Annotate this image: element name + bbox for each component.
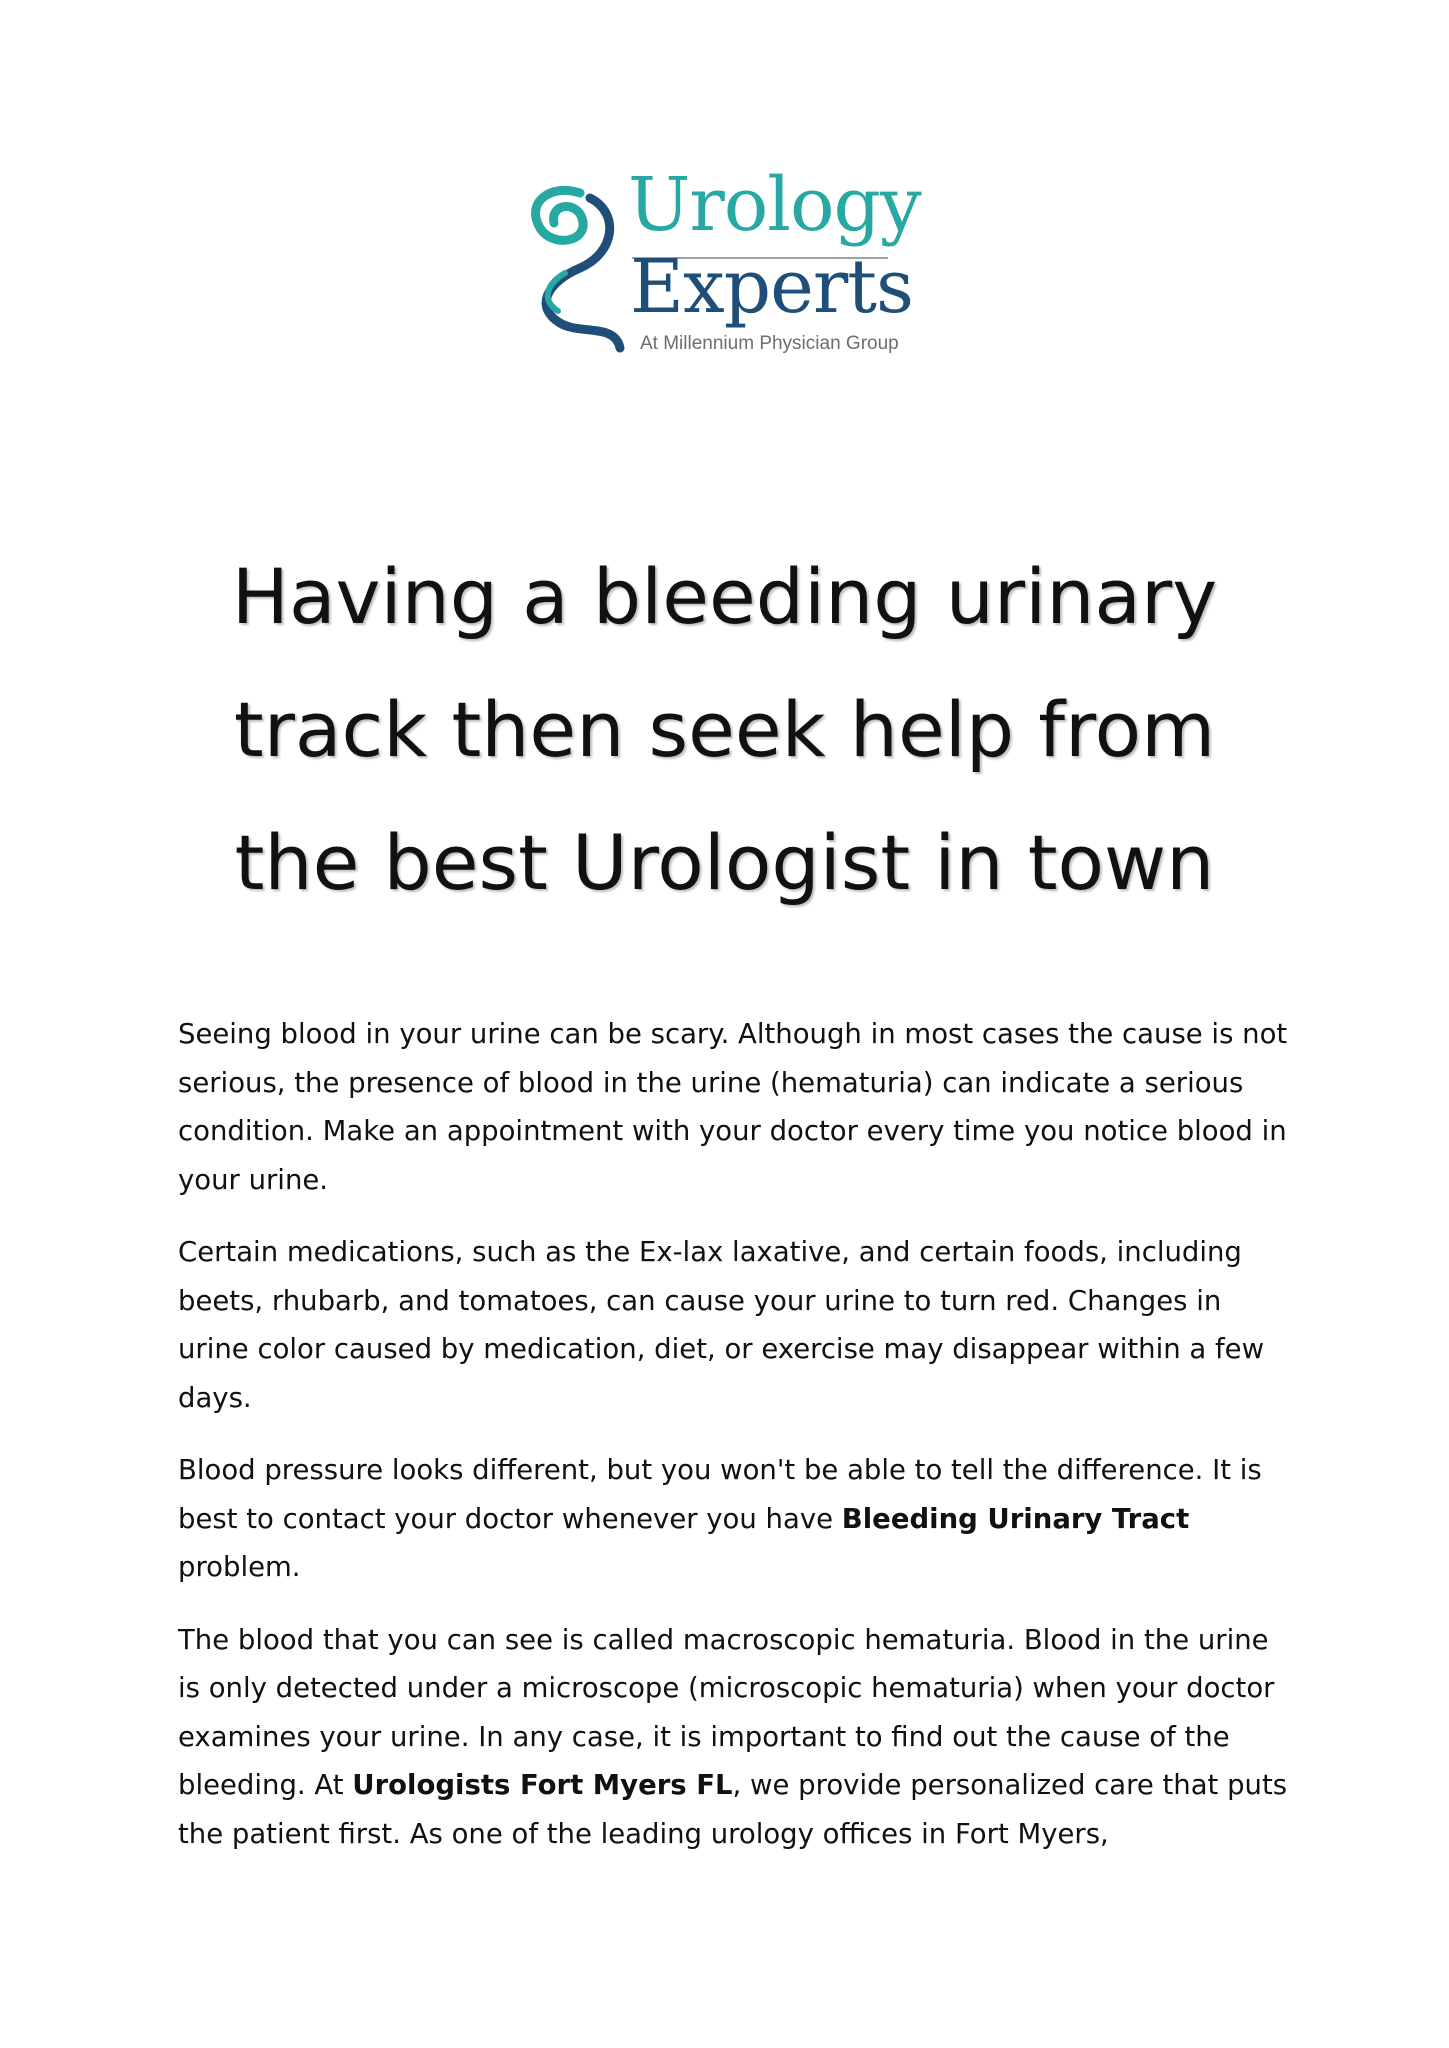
paragraph-4-text-a: The blood that you can see is called macroscopic hematuria. Blood in the urine is only detected under a microscope (microscopic hematuria) when your doctor examines your urine. In any case, it is important to find out the cause of the bleeding. At: [178, 1623, 1275, 1801]
logo-tagline: At Millennium Physician Group: [640, 333, 899, 354]
logo-swirl-icon: [520, 173, 630, 353]
paragraph-4-text-b: , we provide personalized care that puts the patient first. As one of the leading urology offices in Fort Myers,: [178, 1769, 1288, 1850]
article-body: [178, 1010, 1288, 1882]
keyword-bleeding-urinary-tract: Bleeding Urinary Tract: [841, 1502, 1190, 1535]
paragraph-4: [178, 1616, 1288, 1859]
paragraph-1: Seeing blood in your urine can be scary. Although in most cases the cause is not serious, the presence of blood in the urine (hematuria) can indicate a serious condition. Make an appointment with your doctor every time you notice blood in your urine.: [178, 1018, 1288, 1196]
paragraph-3-text-a: Blood pressure looks different, but you won't be able to tell the difference. It is best to contact your doctor whenever you have: [178, 1454, 1262, 1535]
paragraph-2: Certain medications, such as the Ex-lax laxative, and certain foods, including beets, rhubarb, and tomatoes, can cause your urine to turn red. Changes in urine color caused by medication, diet, or exercise may disappear within a few days.: [178, 1236, 1265, 1414]
page-title: Having a bleeding urinary track then seek help from the best Urologist in town: [231, 552, 1218, 907]
keyword-urologists-fort-myers: Urologists Fort Myers FL: [352, 1769, 733, 1801]
logo-word-urology: Urology: [628, 162, 921, 248]
logo-word-experts: Experts: [630, 244, 914, 330]
company-logo: [520, 162, 940, 365]
paragraph-3: [178, 1446, 1288, 1592]
paragraph-3-text-b: problem.: [178, 1551, 301, 1583]
